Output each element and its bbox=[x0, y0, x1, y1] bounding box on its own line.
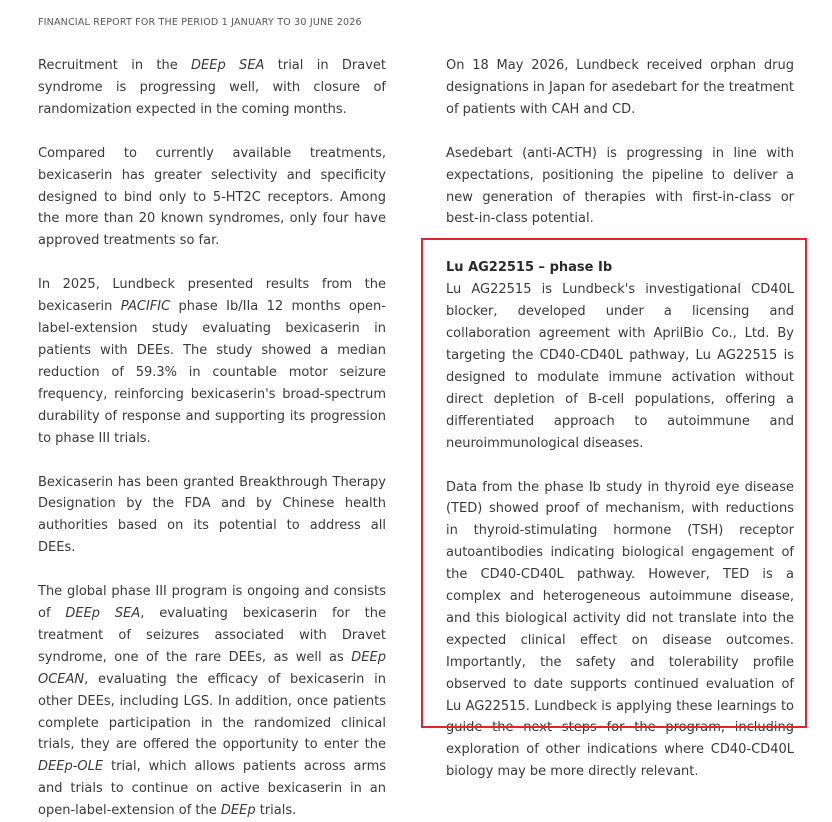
paragraph-recruitment: Recruitment in the DEEp SEA trial in Dravet syndrome is progressing well, with closure of randomization expected in the coming months. bbox=[38, 58, 386, 117]
italic-term: DEEp SEA bbox=[191, 58, 265, 73]
italic-term: DEEp bbox=[220, 803, 256, 819]
highlight-box bbox=[421, 238, 807, 728]
paragraph-selectivity: Compared to currently available treatments, bexicaserin has greater selectivity and specificity designed to bind only to 5-HT2C receptors. Among the more than 20 known syndromes, only four have approved treatments so far. bbox=[38, 145, 386, 249]
italic-term: DEEp OCEAN bbox=[38, 649, 386, 687]
paragraph-ted-results: Data from the phase Ib study in thyroid eye disease (TED) showed proof of mechanism, with reductions in thyroid-stimulating hormone (TSH) receptor autoantibodies indicating biological engagement of the CD40-CD40L pathway. However, TED is a complex and heterogeneous autoimmune disease, and this biological activity did not translate into the expected clinical effect on disease outcomes. Importantly, the safety and tolerability profile observed to date supports continued evaluation of Lu AG22515. Lundbeck is applying these learnings to guide the next steps for the program, including exploration of other indications where CD40-CD40L biology may be more directly relevant. bbox=[446, 479, 794, 780]
italic-term: DEEp-OLE bbox=[38, 759, 104, 775]
section-title-lu-ag22515: Lu AG22515 – phase Ib bbox=[446, 260, 613, 276]
paragraph-phase-iii-program: The global phase III program is ongoing and consists of DEEp SEA, evaluating bexicaserin for the treatment of seizures associated with Dravet syndrome, one of the rare DEEs, as well as DEEp OCEAN, evaluating the efficacy of bexicaserin in other DEEs, including LGS. In addition, once patients complete participation in the randomized clinical trials, they are offered the opportunity to enter the DEEp-OLE trial, which allows patients across arms and trials to continue on active bexicaserin in an open-label-extension of the DEEp trials. bbox=[38, 584, 386, 819]
paragraph-asedebart: Asedebart (anti-ACTH) is progressing in line with expectations, positioning the pipeline to deliver a new generation of therapies with first-in-class or best-in-class potential. bbox=[446, 145, 794, 227]
paragraph-orphan-designation: On 18 May 2026, Lundbeck received orphan drug designations in Japan for asedebart for the treatment of patients with CAH and CD. bbox=[446, 58, 794, 117]
italic-term: DEEp SEA bbox=[65, 606, 141, 622]
italic-term: PACIFIC bbox=[120, 299, 171, 315]
paragraph-pacific-results: In 2025, Lundbeck presented results from the bexicaserin PACIFIC phase Ib/IIa 12 months open-label-extension study evaluating bexicaserin in patients with DEEs. The study showed a median reduction of 59.3% in countable motor seizure frequency, reinforcing bexicaserin's broad-spectrum durability of response and supporting its progression to phase III trials. bbox=[38, 277, 386, 446]
paragraph-cd40l-blocker: Lu AG22515 is Lundbeck's investigational CD40L blocker, developed under a licensing and collaboration agreement with AprilBio Co., Ltd. By targeting the CD40-CD40L pathway, Lu AG22515 is designed to modulate immune activation without direct depletion of B-cell populations, offering a differentiated approach to autoimmune and neuroimmunological diseases. bbox=[446, 282, 794, 451]
report-header: FINANCIAL REPORT FOR THE PERIOD 1 JANUARY TO 30 JUNE 2026 bbox=[38, 17, 362, 28]
paragraph-breakthrough-designation: Bexicaserin has been granted Breakthrough Therapy Designation by the FDA and by Chinese health authorities based on its potential to address all DEEs. bbox=[38, 474, 386, 556]
left-column bbox=[38, 55, 386, 822]
